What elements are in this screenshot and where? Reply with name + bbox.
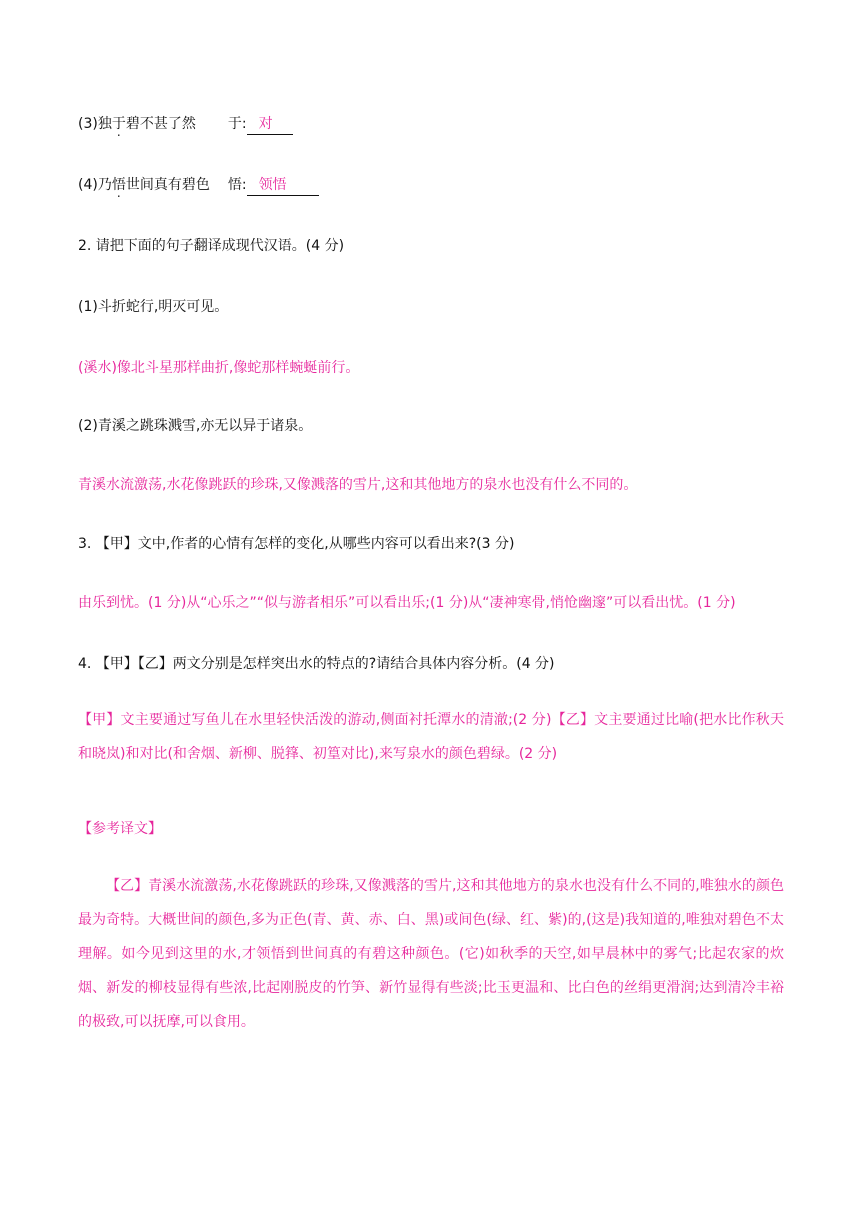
q1-item3-text-b: 碧不甚了然 <box>125 116 196 132</box>
q4-prompt: 4. 【甲】【乙】两文分别是怎样突出水的特点的?请结合具体内容分析。(4 分) <box>78 656 555 672</box>
q1-item3-text-a: (3)独 <box>78 116 112 132</box>
q1-item4-dotted-char: 悟 <box>111 177 126 193</box>
reference-body: 【乙】青溪水流激荡,水花像跳跃的珍珠,又像溅落的雪片,这和其他地方的泉水也没有什么不同的,唯独水的颜色最为奇特。大概世间的颜色,多为正色(青、黄、赤、白、黑)或间色(绿、红、紫)的,(这是)我知道的,唯独对碧色不太理解。如今见到这里的水,才领悟到世间真的有碧这种颜色。(它)如秋季的天空,如早晨林中的雾气;比起农家的炊烟、新发的柳枝显得有些浓,比起刚脱皮的竹笋、新竹显得有些淡;比玉更温和、比白色的丝绢更滑润;达到清冷丰裕的极致,可以抚摩,可以食用。 <box>78 878 784 1030</box>
q2-sentence-2: (2)青溪之跳珠溅雪,亦无以异于诸泉。 <box>78 418 313 434</box>
q3-answer: 由乐到忧。(1 分)从“心乐之”“似与游者相乐”可以看出乐;(1 分)从“凄神寒骨,悄怆幽邃”可以看出忧。(1 分) <box>78 595 736 611</box>
q4-answer: 【甲】文主要通过写鱼儿在水里轻快活泼的游动,侧面衬托潭水的清澈;(2 分)【乙】文主要通过比喻(把水比作秋天和晓岚)和对比(和舍烟、新柳、脱箨、初篁对比),来写泉水的颜色碧绿。(2 分) <box>78 712 784 762</box>
q1-item4-text-a: (4)乃 <box>78 177 112 193</box>
q1-item4-text-b: 世间真有碧色 <box>125 177 210 193</box>
q1-item3-answer: 对 <box>247 114 293 135</box>
q1-item3-key: 于: <box>227 116 247 132</box>
q1-item4 <box>78 175 319 196</box>
q1-item3-dotted-char: 于 <box>111 116 126 132</box>
q2-prompt: 2. 请把下面的句子翻译成现代汉语。(4 分) <box>78 238 345 254</box>
q2-answer-1: (溪水)像北斗星那样曲折,像蛇那样蜿蜒前行。 <box>78 360 360 376</box>
q1-item4-key: 悟: <box>227 177 247 193</box>
q2-sentence-1: (1)斗折蛇行,明灭可见。 <box>78 299 229 315</box>
q1-item3 <box>78 114 293 135</box>
reference-heading: 【参考译文】 <box>78 821 162 837</box>
q1-item4-answer: 领悟 <box>247 175 319 196</box>
q3-prompt: 3. 【甲】文中,作者的心情有怎样的变化,从哪些内容可以看出来?(3 分) <box>78 536 515 552</box>
q2-answer-2: 青溪水流激荡,水花像跳跃的珍珠,又像溅落的雪片,这和其他地方的泉水也没有什么不同的。 <box>78 477 638 493</box>
